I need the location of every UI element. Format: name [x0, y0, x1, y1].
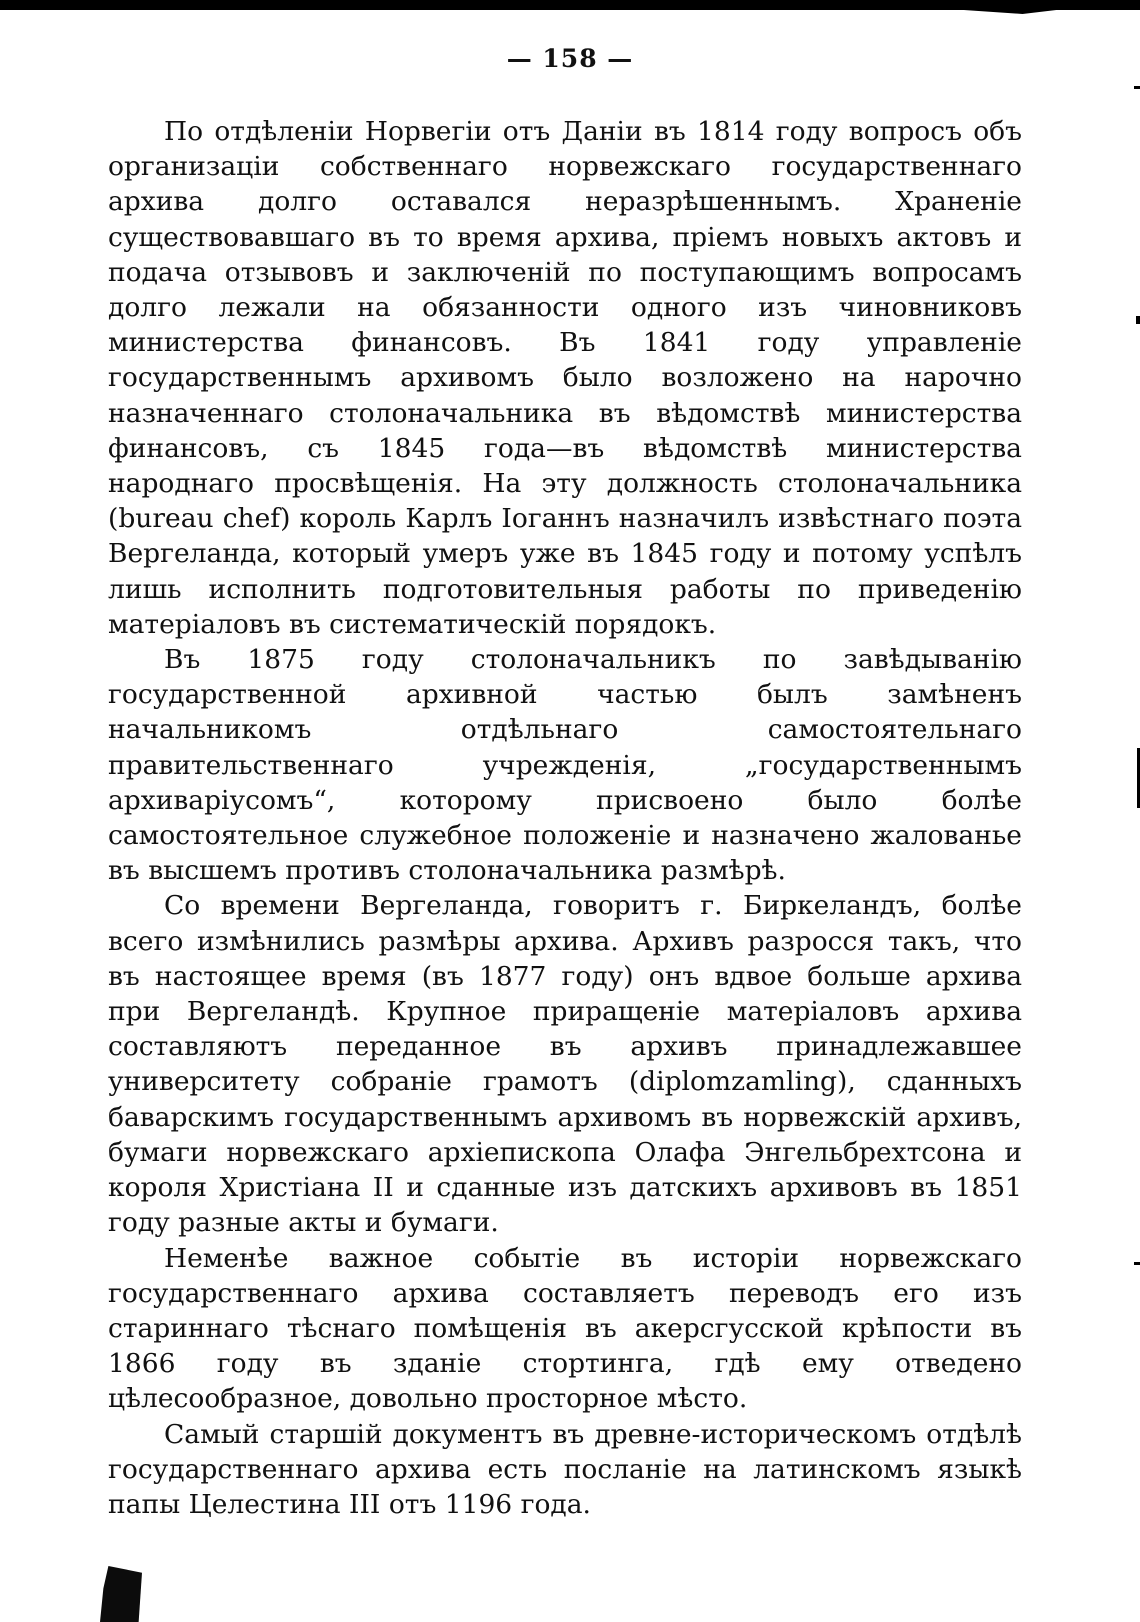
paragraph-2: Въ 1875 году столоначальникъ по завѣдыванію государственной архивной частью былъ замѣненъ начальникомъ отдѣльнаго самостоятельнаго правительственнаго учрежденія, „государственнымъ архиваріусомъ“, которому присвоено было болѣе самостоятельное служебное положеніе и назначено жалованье въ высшемъ противъ столоначальника размѣрѣ.: [108, 644, 1022, 887]
page-number: — 158 —: [506, 44, 634, 73]
top-border-taper: [940, 6, 1090, 14]
margin-mark: [1136, 316, 1140, 324]
paragraph-5: Самый старшій документъ въ древне-историческомъ отдѣлѣ государственнаго архива есть посланіе на латинскомъ языкѣ папы Целестина III отъ 1196 года.: [108, 1418, 1022, 1520]
ink-blot: [100, 1566, 142, 1622]
paragraph-3: Со времени Вергеланда, говоритъ г. Биркеландъ, болѣе всего измѣнились размѣры архива. Архивъ разросся такъ, что въ настоящее время (въ 1877 году) онъ вдвое больше архива при Вергеландѣ. Крупное приращеніе матеріаловъ архива составляютъ переданное въ архивъ принадлежавшее университету собраніе грамотъ (diplomzamling), сданныхъ баварскимъ государственнымъ архивомъ въ норвежскій архивъ, бумаги норвежскаго архіепископа Олафа Энгельбрехтсона и короля Христіана II и сданные изъ датскихъ архивовъ въ 1851 году разные акты и бумаги.: [108, 890, 1022, 1239]
body-text: [108, 114, 1022, 1522]
margin-mark: [1134, 86, 1140, 89]
margin-mark: [1134, 1262, 1140, 1265]
paragraph-4: Неменѣе важное событіе въ исторіи норвежскаго государственнаго архива составляетъ переводъ его изъ стариннаго тѣснаго помѣщенія въ акерсгусской крѣпости въ 1866 году въ зданіе стортинга, гдѣ ему отведено цѣлесообразное, довольно просторное мѣсто.: [108, 1242, 1022, 1415]
paragraph-1: По отдѣленіи Норвегіи отъ Даніи въ 1814 году вопросъ объ организаціи собственнаго норвежскаго государственнаго архива долго оставался неразрѣшеннымъ. Храненіе существовавшаго въ то время архива, пріемъ новыхъ актовъ и подача отзывовъ и заключеній по поступающимъ вопросамъ долго лежали на обязанности одного изъ чиновниковъ министерства финансовъ. Въ 1841 году управленіе государственнымъ архивомъ было возложено на нарочно назначеннаго столоначальника въ вѣдомствѣ министерства финансовъ, съ 1845 года—въ вѣдомствѣ министерства народнаго просвѣщенія. На эту должность столоначальника (bureau chef) король Карлъ Іоганнъ назначилъ извѣстнаго поэта Вергеланда, который умеръ уже въ 1845 году и потому успѣлъ лишь исполнить подготовительныя работы по приведенію матеріаловъ въ систематическій порядокъ.: [108, 116, 1022, 640]
